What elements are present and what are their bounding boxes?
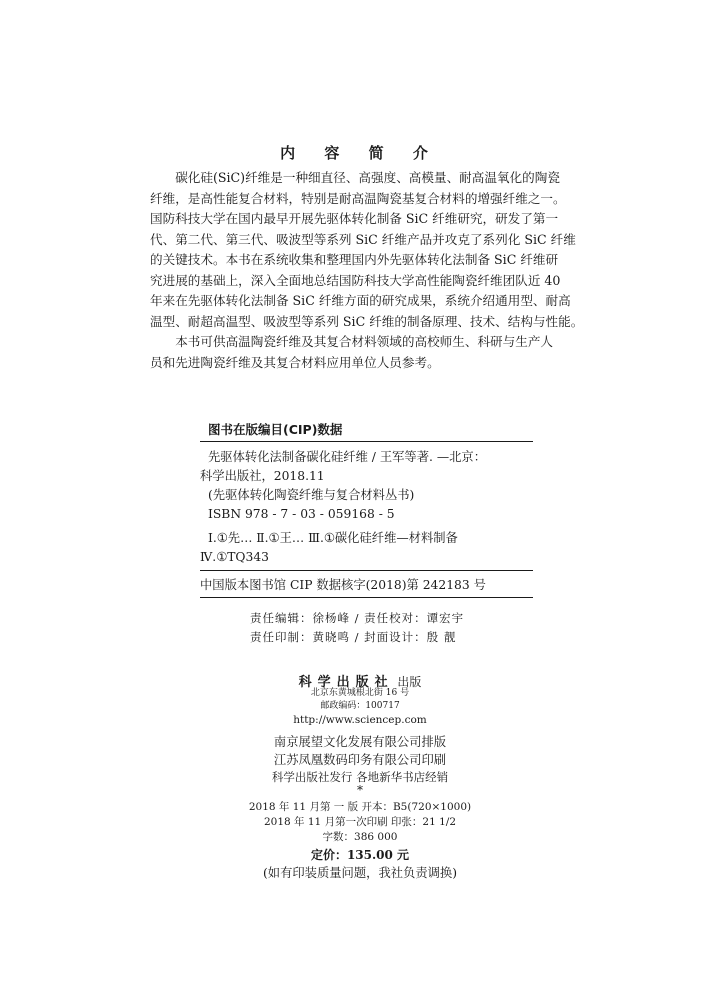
typesetter: 南京展望文化发展有限公司排版 <box>273 735 447 749</box>
summary-line: 纤维，是高性能复合材料，特别是耐高温陶瓷基复合材料的增强纤维之一。 <box>150 190 566 206</box>
price: 定价：135.00 元 <box>310 848 410 862</box>
cip-isbn: ISBN 978 - 7 - 03 - 059168 - 5 <box>208 507 395 521</box>
summary-line: 温型、耐超高温型、吸波型等系列 SiC 纤维的制备原理、技术、结构与性能。 <box>150 313 584 329</box>
summary-line: 本书可供高温陶瓷纤维及其复合材料领域的高校师生、科研与生产人 <box>175 334 553 349</box>
summary-line: 年来在先驱体转化法制备 SiC 纤维方面的研究成果，系统介绍通用型、耐高 <box>150 293 571 308</box>
summary-line: 碳化硅(SiC)纤维是一种细直径、高强度、高模量、耐高温氧化的陶瓷 <box>175 170 560 185</box>
printer: 江苏凤凰数码印务有限公司印刷 <box>273 753 447 767</box>
summary-line: 的关键技术。本书在系统收集和整理国内外先驱体转化法制备 SiC 纤维研 <box>150 252 559 267</box>
cip-title: 图书在版编目(CIP)数据 <box>208 422 343 437</box>
distribution: 科学出版社发行 各地新华书店经销 <box>271 770 449 784</box>
cip-record-number: 中国版本图书馆 CIP 数据核字(2018)第 242183 号 <box>200 578 486 592</box>
cip-library-record <box>200 576 533 595</box>
separator-star: * <box>357 783 363 797</box>
cip-subject-line: Ⅰ.①先… Ⅱ.①王… Ⅲ.①碳化硅纤维—材料制备 <box>208 531 458 545</box>
publisher-postcode: 邮政编码：100717 <box>320 701 400 711</box>
editor-credit: 责任编辑：徐杨峰 / 责任校对：谭宏宇 <box>250 611 465 625</box>
content-summary <box>150 168 584 373</box>
summary-line: 究进展的基础上，深入全面地总结国防科技大学高性能陶瓷纤维团队近 40 <box>150 272 561 288</box>
edition-info: 2018 年 11 月第 一 版 开本：B5(720×1000) <box>248 801 472 813</box>
summary-line: 代、第二代、第三代、吸波型等系列 SiC 纤维产品并攻克了系列化 SiC 纤维 <box>150 231 576 247</box>
staff-credits <box>250 609 464 647</box>
word-count: 字数：386 000 <box>322 831 398 843</box>
cip-top-rule <box>200 441 533 442</box>
cip-entry-line: (先驱体转化陶瓷纤维与复合材料丛书) <box>208 488 415 502</box>
summary-line: 员和先进陶瓷纤维及其复合材料应用单位人员参考。 <box>150 354 440 370</box>
printing-info: 2018 年 11 月第一次印刷 印张：21 1/2 <box>263 816 457 828</box>
cip-entry <box>200 448 533 524</box>
publisher-logo: 科学出版社 <box>298 675 394 690</box>
summary-paragraph-2 <box>150 332 570 353</box>
publisher-address: 北京东黄城根北街 16 号 <box>310 688 410 698</box>
cip-entry-line: 科学出版社，2018.11 <box>200 469 325 483</box>
cip-mid-rule <box>200 570 533 571</box>
summary-paragraph-1 <box>150 168 570 189</box>
page-title: 内 容 简 介 <box>280 144 440 162</box>
publisher-url: http://www.sciencep.com <box>293 714 427 726</box>
cip-subject-line: Ⅳ.①TQ343 <box>200 550 269 564</box>
cip-subjects <box>200 529 533 567</box>
publisher-label: 出版 <box>397 675 422 689</box>
cip-entry-line: 先驱体转化法制备碳化硅纤维 / 王军等著. —北京： <box>208 450 487 464</box>
printing-credit: 责任印制：黄晓鸣 / 封面设计：殷 靓 <box>250 630 457 644</box>
quality-notice: (如有印装质量问题，我社负责调换) <box>262 866 458 880</box>
cip-bottom-rule <box>200 597 533 598</box>
summary-line: 国防科技大学在国内最早开展先驱体转化制备 SiC 纤维研究，研发了第一 <box>150 211 559 226</box>
